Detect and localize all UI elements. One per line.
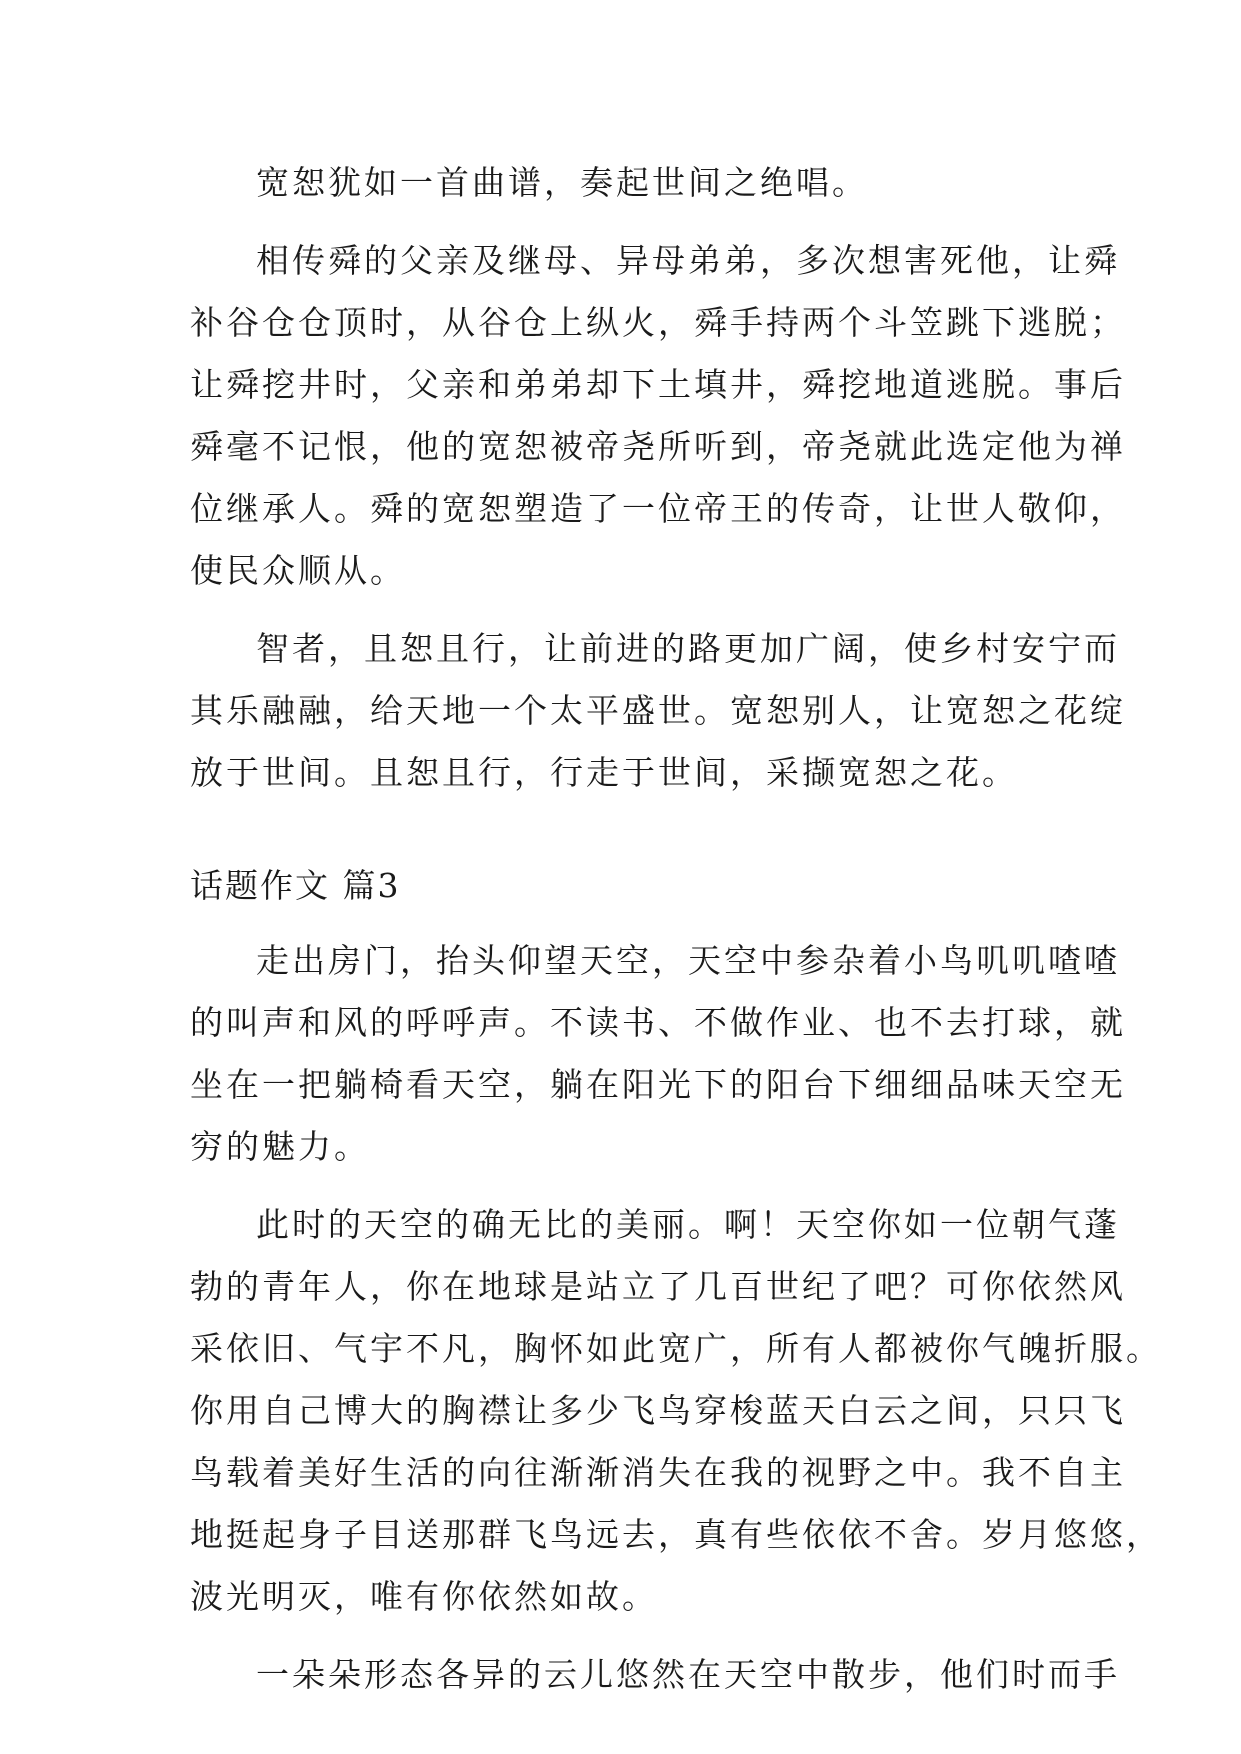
paragraph-line: 补谷仓仓顶时，从谷仓上纵火，舜手持两个斗笠跳下逃脱； (190, 303, 1126, 342)
paragraph-line: 放于世间。且恕且行，行走于世间，采撷宽恕之花。 (190, 753, 1018, 792)
paragraph-line: 穷的魅力。 (190, 1127, 370, 1166)
paragraph-line: 其乐融融，给天地一个太平盛世。宽恕别人，让宽恕之花绽 (190, 691, 1126, 730)
paragraph-line: 勃的青年人，你在地球是站立了几百世纪了吧？可你依然风 (190, 1267, 1126, 1306)
paragraph-line: 鸟载着美好生活的向往渐渐消失在我的视野之中。我不自主 (190, 1453, 1126, 1492)
paragraph-line: 采依旧、气宇不凡，胸怀如此宽广，所有人都被你气魄折服。 (190, 1329, 1162, 1368)
paragraph-line: 此时的天空的确无比的美丽。啊！天空你如一位朝气蓬 (256, 1205, 1120, 1244)
paragraph-line: 波光明灭，唯有你依然如故。 (190, 1577, 658, 1616)
paragraph-line: 宽恕犹如一首曲谱，奏起世间之绝唱。 (256, 163, 868, 202)
paragraph-line: 你用自己博大的胸襟让多少飞鸟穿梭蓝天白云之间，只只飞 (190, 1391, 1126, 1430)
paragraph-line: 舜毫不记恨，他的宽恕被帝尧所听到，帝尧就此选定他为禅 (190, 427, 1126, 466)
paragraph-line: 智者，且恕且行，让前进的路更加广阔，使乡村安宁而 (256, 629, 1120, 668)
paragraph-line: 走出房门，抬头仰望天空，天空中参杂着小鸟叽叽喳喳 (256, 941, 1120, 980)
paragraph-line: 让舜挖井时，父亲和弟弟却下土填井，舜挖地道逃脱。事后 (190, 365, 1126, 404)
paragraph-line: 一朵朵形态各异的云儿悠然在天空中散步，他们时而手 (256, 1655, 1120, 1694)
paragraph-line: 地挺起身子目送那群飞鸟远去，真有些依依不舍。岁月悠悠， (190, 1515, 1162, 1554)
paragraph-line: 坐在一把躺椅看天空，躺在阳光下的阳台下细细品味天空无 (190, 1065, 1126, 1104)
paragraph-line: 相传舜的父亲及继母、异母弟弟，多次想害死他，让舜 (256, 241, 1120, 280)
section-heading: 话题作文 篇3 (190, 866, 401, 905)
paragraph-line: 的叫声和风的呼呼声。不读书、不做作业、也不去打球，就 (190, 1003, 1126, 1042)
paragraph-line: 使民众顺从。 (190, 551, 406, 590)
paragraph-line: 位继承人。舜的宽恕塑造了一位帝王的传奇，让世人敬仰， (190, 489, 1126, 528)
